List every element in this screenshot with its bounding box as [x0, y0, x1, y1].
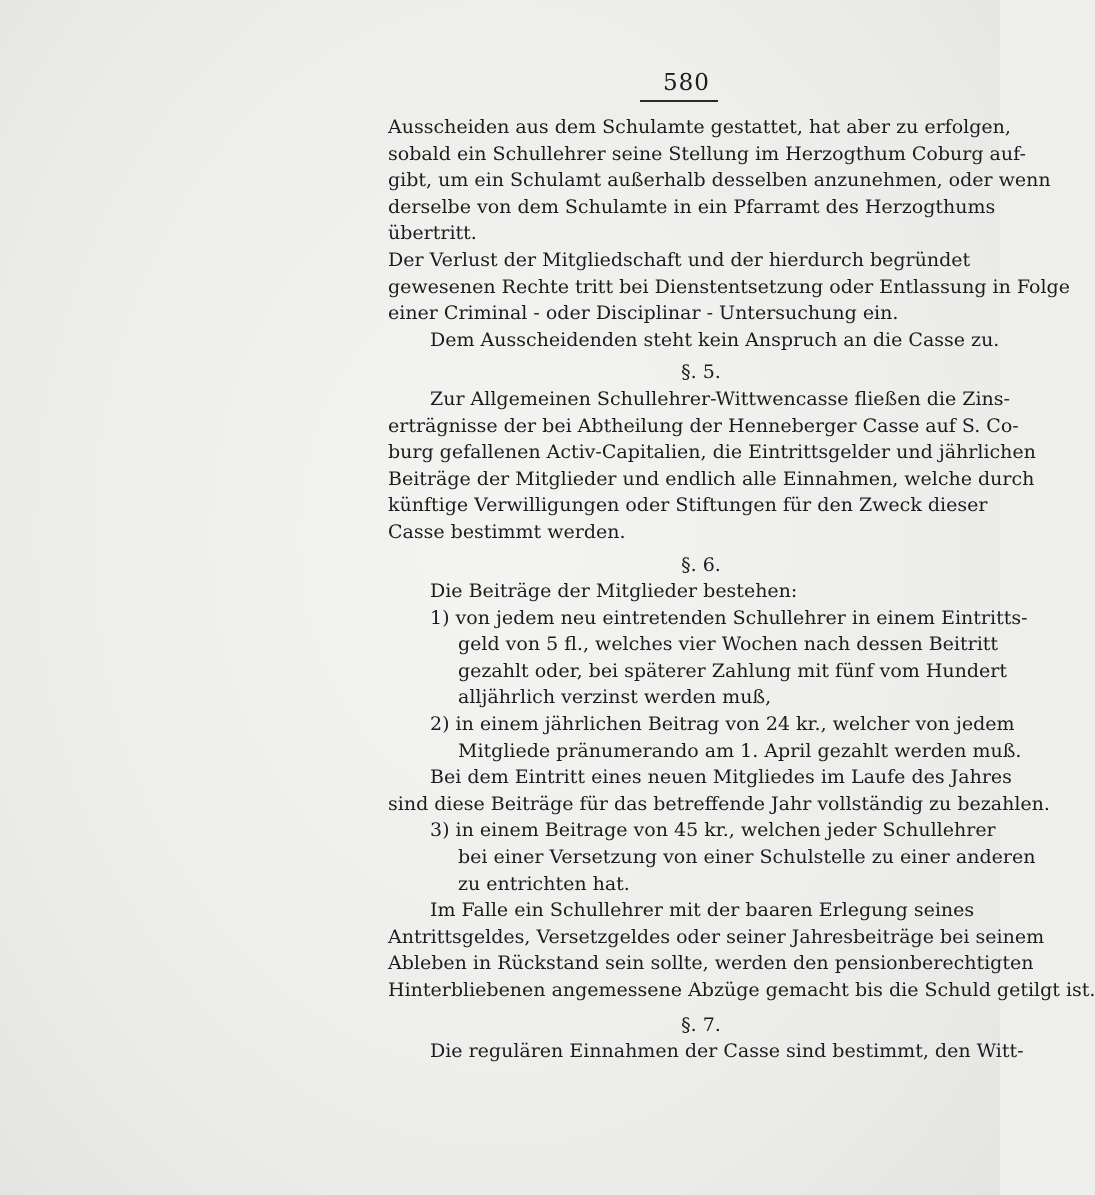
text-line: gibt, um ein Schulamt außerhalb desselben anzunehmen, oder wenn	[388, 169, 1051, 192]
text-line: gewesenen Rechte tritt bei Dienstentsetzung oder Entlassung in Folge	[388, 275, 1070, 298]
text-line: Beiträge der Mitglieder und endlich alle Einnahmen, welche durch	[388, 467, 1035, 490]
text-line: zu entrichten hat.	[458, 872, 630, 895]
text-column	[388, 114, 1095, 1065]
text-line: Antrittsgeldes, Versetzgeldes oder seiner Jahresbeiträge bei seinem	[388, 925, 1045, 948]
text-line: Zur Allgemeinen Schullehrer-Wittwencasse fließen die Zins-	[430, 387, 1010, 410]
list-item-2: 2) in einem jährlichen Beitrag von 24 kr., welcher von jedem	[430, 713, 1015, 736]
text-line: Mitgliede pränumerando am 1. April gezahlt werden muß.	[458, 739, 1022, 762]
list-item-3: 3) in einem Beitrage von 45 kr., welchen jeder Schullehrer	[430, 819, 996, 842]
section-heading-7: §. 7.	[681, 1013, 721, 1036]
text-line: sobald ein Schullehrer seine Stellung im Herzogthum Coburg auf-	[388, 142, 1026, 165]
section-heading-5: §. 5.	[681, 361, 721, 384]
text-line: erträgnisse der bei Abtheilung der Henneberger Casse auf S. Co-	[388, 414, 1019, 437]
text-line: übertritt.	[388, 222, 477, 245]
list-item-1: 1) von jedem neu eintretenden Schullehrer in einem Eintritts-	[430, 606, 1028, 629]
text-line: derselbe von dem Schulamte in ein Pfarramt des Herzogthums	[388, 195, 996, 218]
text-line: sind diese Beiträge für das betreffende Jahr vollständig zu bezahlen.	[388, 792, 1050, 815]
page-number: 580	[663, 70, 710, 96]
text-line: Bei dem Eintritt eines neuen Mitgliedes im Laufe des Jahres	[430, 766, 1012, 789]
text-line: Im Falle ein Schullehrer mit der baaren Erlegung seines	[430, 899, 975, 922]
text-line: Ableben in Rückstand sein sollte, werden den pensionberechtigten	[388, 952, 1034, 975]
text-line: Die regulären Einnahmen der Casse sind bestimmt, den Witt-	[430, 1040, 1024, 1063]
text-line: gezahlt oder, bei späterer Zahlung mit fünf vom Hundert	[458, 659, 1008, 682]
text-line: einer Criminal - oder Disciplinar - Untersuchung ein.	[388, 302, 899, 325]
header-rule	[640, 100, 718, 102]
text-line: Casse bestimmt werden.	[388, 520, 626, 543]
text-line: Ausscheiden aus dem Schulamte gestattet, hat aber zu erfolgen,	[388, 116, 1011, 138]
text-line: künftige Verwilligungen oder Stiftungen für den Zweck dieser	[388, 494, 988, 517]
text-line: Hinterbliebenen angemessene Abzüge gemacht bis die Schuld getilgt ist.	[388, 979, 1095, 1001]
text-line: alljährlich verzinst werden muß,	[458, 686, 772, 709]
text-line: Dem Ausscheidenden steht kein Anspruch an die Casse zu.	[430, 328, 1000, 351]
text-line: geld von 5 fl., welches vier Wochen nach dessen Beitritt	[458, 633, 999, 656]
text-line: bei einer Versetzung von einer Schulstelle zu einer anderen	[458, 846, 1036, 869]
text-line: Der Verlust der Mitgliedschaft und der hierdurch begründet	[388, 248, 971, 271]
text-line: burg gefallenen Activ-Capitalien, die Eintrittsgelder und jährlichen	[388, 441, 1036, 464]
text-line: Die Beiträge der Mitglieder bestehen:	[430, 580, 798, 603]
section-heading-6: §. 6.	[681, 553, 721, 576]
